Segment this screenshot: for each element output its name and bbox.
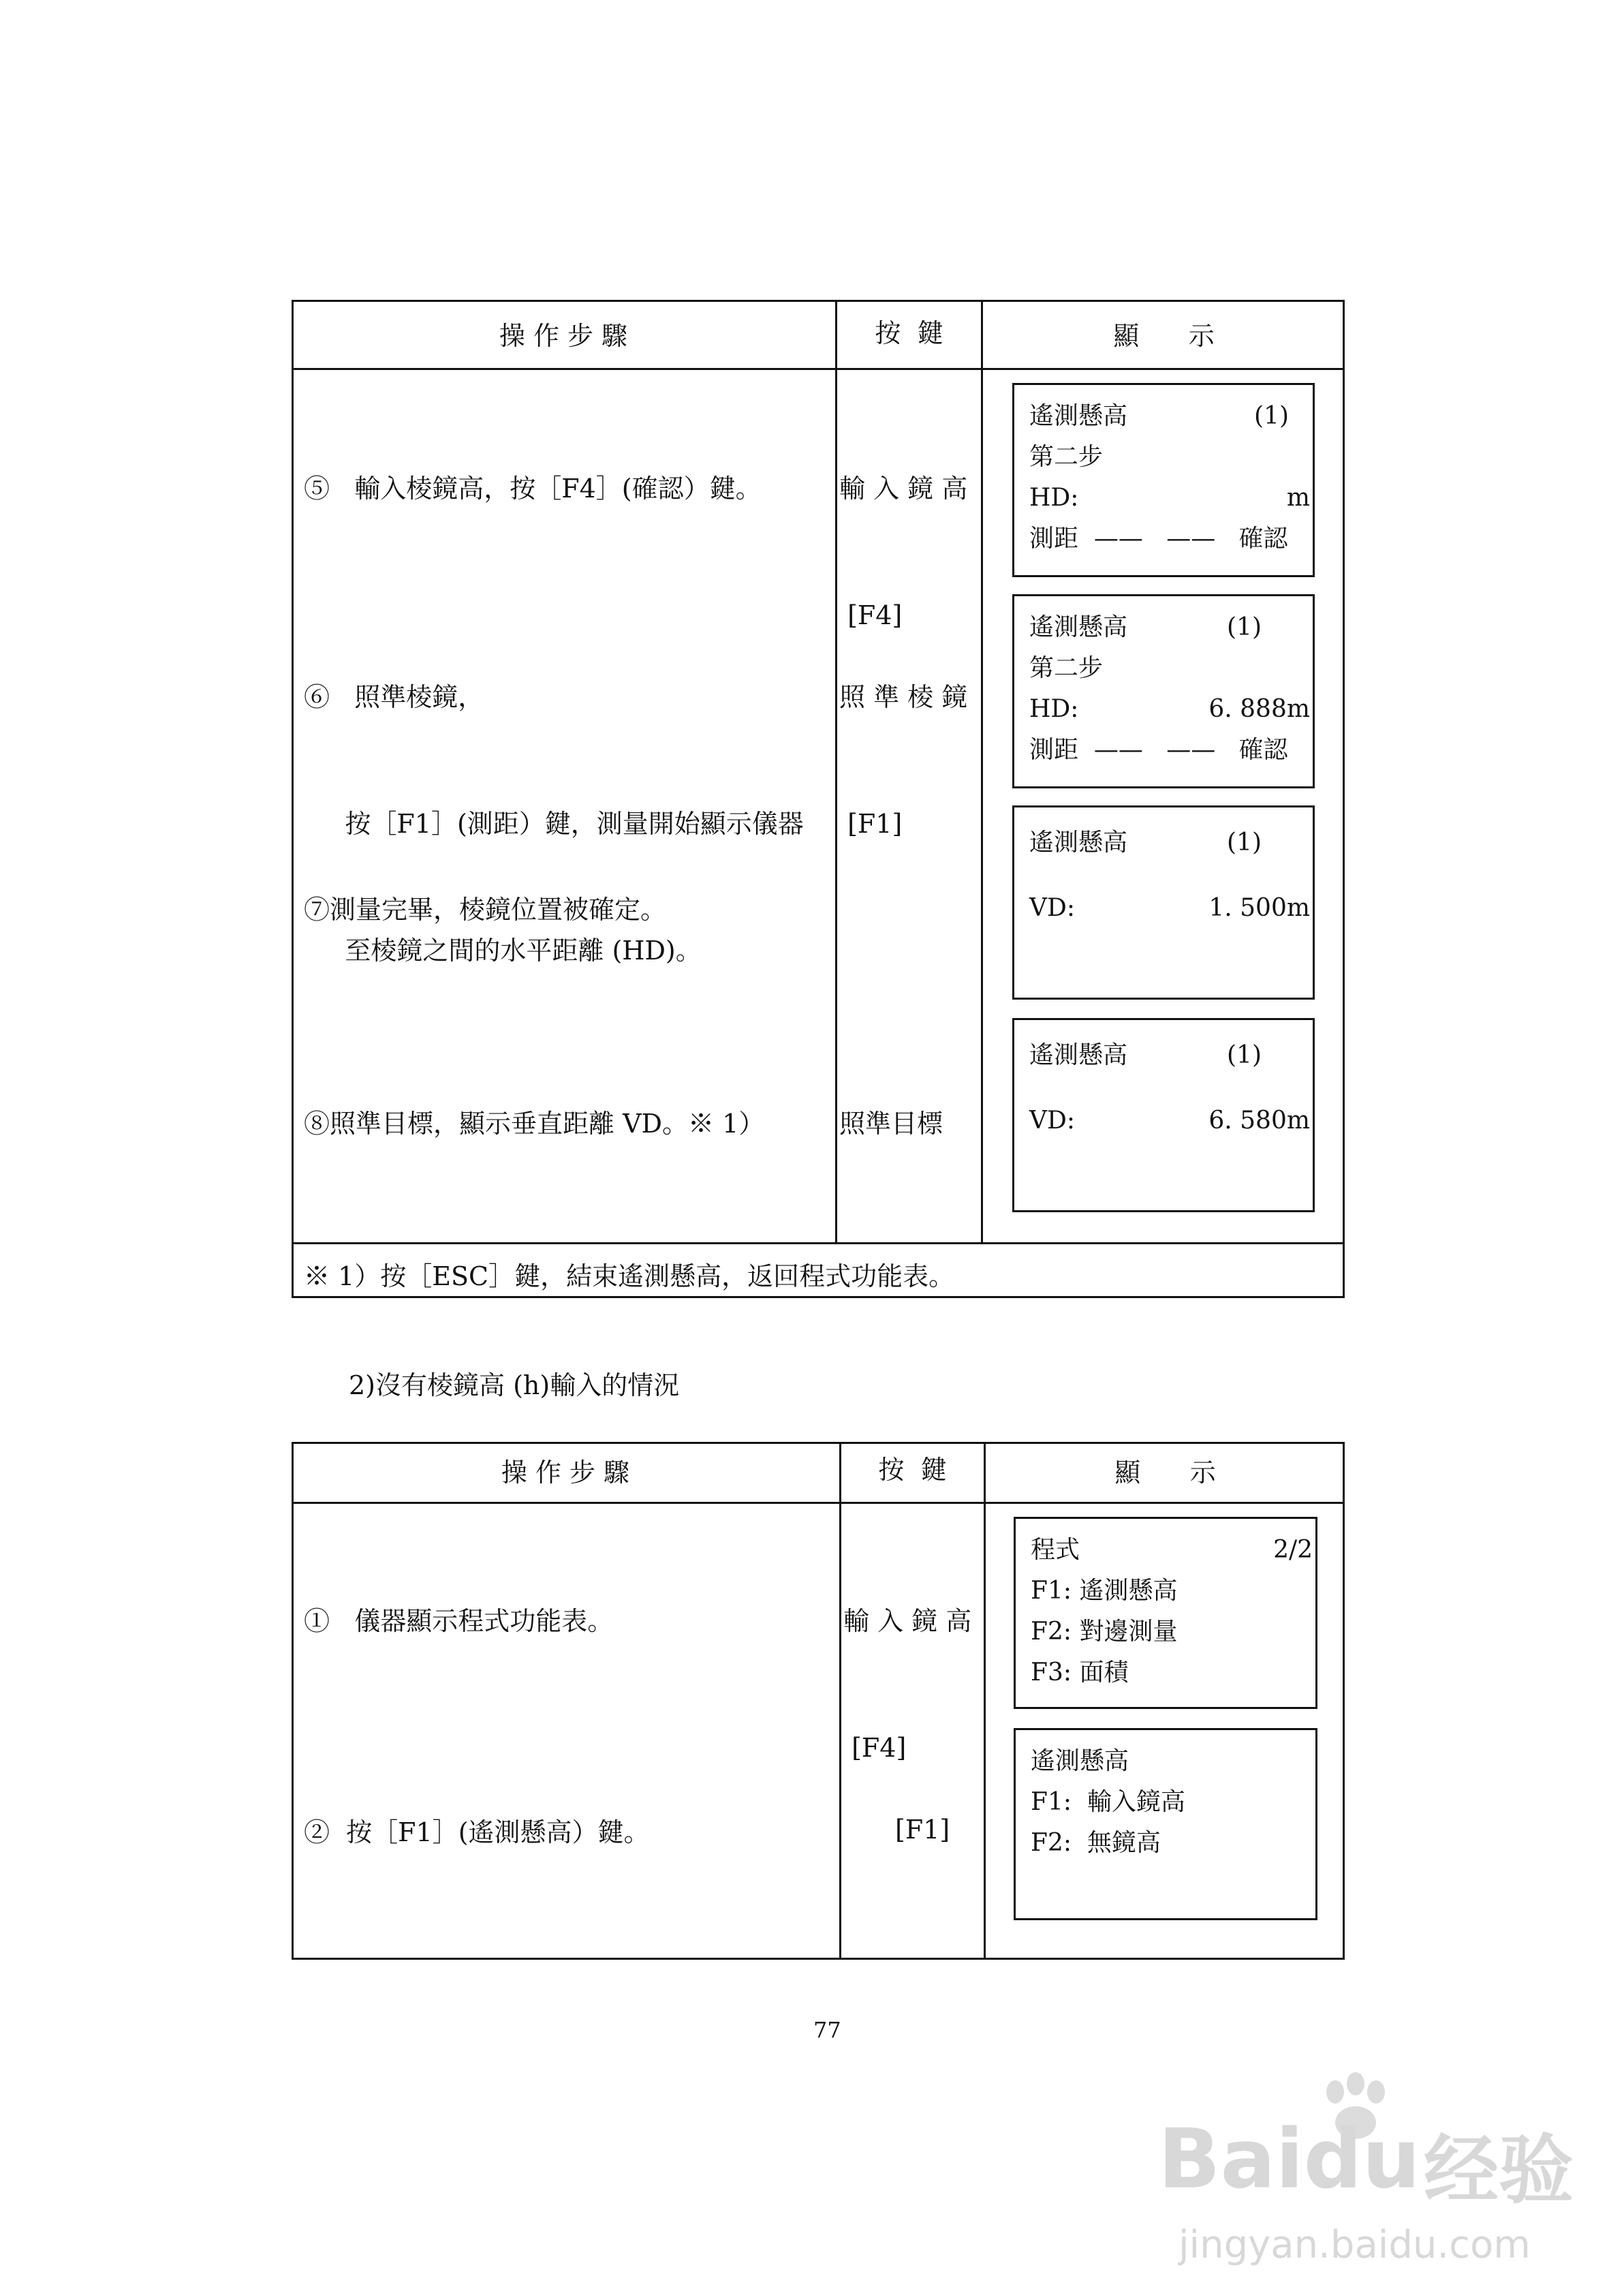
display-title: 遙測懸高	[1029, 402, 1128, 430]
table2-col-divider-2	[984, 1442, 986, 1960]
display-title: 遙測懸高	[1029, 1041, 1128, 1069]
step-8-key: 照準目標	[839, 1109, 943, 1139]
display-step-label: 第二步	[1029, 654, 1104, 682]
step-8-text: ⑧照準目標，顯示垂直距離 VD。※ 1）	[304, 1109, 765, 1139]
display-page-indicator: 2/2	[1273, 1536, 1313, 1564]
display-page-indicator: (1)	[1227, 1041, 1262, 1069]
menu-item-f1: F1: 輸入鏡高	[1031, 1788, 1185, 1816]
table1-col-divider-2	[981, 300, 983, 1244]
section-title: 2)沒有棱鏡高 (h)輸入的情況	[349, 1370, 680, 1400]
table1-col-divider-1	[835, 300, 837, 1244]
table2-header-key: 按 鍵	[878, 1455, 947, 1485]
display-screen-program-menu	[1014, 1517, 1317, 1709]
baidu-jingyan-watermark	[1158, 2071, 1608, 2276]
display-hd-value: 6. 888m	[1208, 695, 1310, 723]
table2-header-display: 顯 示	[1114, 1458, 1216, 1488]
watermark-url: jingyan.baidu.com	[1178, 2223, 1531, 2267]
display-page-indicator: (1)	[1254, 402, 1289, 430]
t2-step-1-text: ① 儀器顯示程式功能表。	[304, 1606, 614, 1636]
display-page-indicator: (1)	[1227, 829, 1262, 857]
table1-footnote-divider	[292, 1242, 1345, 1244]
display-title: 遙測懸高	[1029, 613, 1128, 641]
display-title: 程式	[1031, 1536, 1080, 1564]
display-vd-value: 6. 580m	[1208, 1107, 1310, 1135]
display-screen-remote-elevation-menu	[1014, 1728, 1317, 1920]
display-vd-label: VD:	[1029, 894, 1075, 922]
display-title: 遙測懸高	[1031, 1747, 1129, 1775]
table1-header-step: 操 作 步 驟	[499, 321, 628, 351]
display-hd-label: HD:	[1029, 484, 1079, 512]
table1-footnote: ※ 1）按［ESC］鍵，結束遙測懸高，返回程式功能表。	[304, 1261, 955, 1291]
table2-col-divider-1	[839, 1442, 841, 1960]
display-vd-label: VD:	[1029, 1107, 1075, 1135]
step-5-key: 輸 入 鏡 高 [F4]	[839, 474, 968, 630]
display-softkeys: 測距 —— —— 確認	[1029, 525, 1288, 553]
table2-header-divider	[292, 1502, 1345, 1504]
t2-step-2-text: ② 按［F1］(遙測懸高）鍵。	[304, 1817, 650, 1847]
display-screen-step-6	[1012, 594, 1315, 788]
display-hd-value: m	[1286, 484, 1310, 512]
table1-header-key: 按 鍵	[875, 318, 943, 348]
t2-step-1-key: 輸 入 鏡 高 [F4]	[843, 1606, 972, 1763]
table1-header-display: 顯 示	[1113, 321, 1215, 351]
display-screen-step-8	[1012, 1018, 1315, 1212]
step-7-text: ⑦測量完畢，棱鏡位置被確定。	[304, 895, 667, 925]
step-6-text: ⑥ 照準棱鏡， 按［F1］(測距）鍵，測量開始顯示儀器 至棱鏡之間的水平距離 (HD)。	[304, 682, 804, 966]
menu-item-f2: F2: 對邊測量	[1031, 1618, 1178, 1646]
t2-step-2-key: [F1]	[895, 1815, 950, 1845]
display-softkeys: 測距 —— —— 確認	[1029, 736, 1288, 764]
display-screen-step-7	[1012, 805, 1315, 1000]
display-step-label: 第二步	[1029, 443, 1104, 471]
watermark-brand: Baidu	[1158, 2112, 1420, 2207]
display-page-indicator: (1)	[1227, 613, 1262, 641]
menu-item-f2: F2: 無鏡高	[1031, 1829, 1161, 1857]
step-6-key: 照 準 棱 鏡 [F1]	[839, 682, 968, 839]
display-screen-step-5	[1012, 383, 1315, 577]
menu-item-f1: F1: 遙測懸高	[1031, 1577, 1178, 1605]
table2-header-step: 操 作 步 驟	[501, 1458, 630, 1488]
watermark-cn: 经验	[1424, 2127, 1574, 2214]
display-title: 遙測懸高	[1029, 829, 1128, 857]
menu-item-f3: F3: 面積	[1031, 1659, 1129, 1686]
step-5-text: ⑤ 輸入棱鏡高，按［F4］(確認）鍵。	[304, 474, 762, 504]
table1-header-divider	[292, 368, 1345, 370]
display-hd-label: HD:	[1029, 695, 1079, 723]
display-vd-value: 1. 500m	[1208, 894, 1310, 922]
page-number: 77	[813, 2017, 841, 2043]
